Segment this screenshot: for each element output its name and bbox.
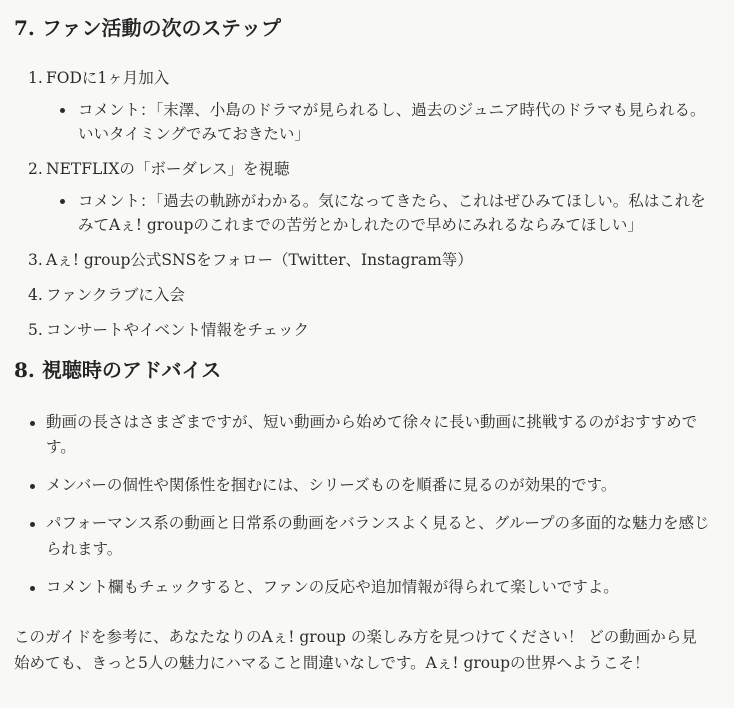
step-text: FODに1ヶ月加入 [46,69,170,87]
bullet-icon [60,108,65,113]
step-item [14,66,712,146]
step-number: 3. [28,251,43,270]
step-comment [46,189,712,237]
step-item [14,283,712,307]
bullet-icon [30,484,35,489]
step-comment-text: コメント：「過去の軌跡がわかる。気になってきたら、これはぜひみてほしい。私はこれをみてAぇ! groupのこれまでの苦労とかしれたので早めにみれるならみてほしい」 [78,192,706,235]
step-comment-list [46,98,712,146]
bullet-icon [60,199,65,204]
closing-paragraph: このガイドを参考に、あなたなりのAぇ! group の楽しみ方を見つけてください！ どの動画から見始めても、きっと5人の魅力にハマること間違いなしです。Aぇ! groupの世界へようこそ！ [14,627,697,673]
step-comment-list [46,189,712,237]
step-text: コンサートやイベント情報をチェック [46,321,310,340]
step-text: Aぇ! group公式SNSをフォロー（Twitter、Instagram等） [46,251,473,270]
advice-item [14,575,712,600]
advice-item [14,473,712,498]
advice-item [14,511,712,561]
step-comment [46,98,712,146]
step-item [14,248,712,272]
advice-list [14,410,712,600]
step-text: NETFLIXの「ボーダレス」を視聴 [46,160,290,179]
step-item [14,318,712,342]
bullet-icon [30,586,35,591]
advice-text: 動画の長さはさまざまですが、短い動画から始めて徐々に長い動画に挑戦するのがおすすめです。 [46,413,698,457]
step-text: ファンクラブに入会 [46,286,185,305]
next-steps-list [14,66,712,342]
advice-item [14,410,712,460]
step-comment-text: コメント：「末澤、小島のドラマが見られるし、過去のジュニア時代のドラマも見られる。いいタイミングでみておきたい」 [78,101,706,144]
advice-text: コメント欄もチェックすると、ファンの反応や追加情報が得られて楽しいですよ。 [46,577,619,596]
bullet-icon [30,421,35,426]
section-7-heading: 7. ファン活動の次のステップ [14,16,282,40]
step-item [14,157,712,237]
section-8-heading: 8. 視聴時のアドバイス [14,358,222,383]
step-number: 1. [28,69,43,87]
advice-text: パフォーマンス系の動画と日常系の動画をバランスよく見ると、グループの多面的な魅力を感じられます。 [46,514,710,558]
step-number: 5. [28,321,43,340]
advice-text: メンバーの個性や関係性を掴むには、シリーズものを順番に見るのが効果的です。 [46,476,617,495]
step-number: 4. [28,286,43,305]
step-number: 2. [28,160,43,179]
bullet-icon [30,522,35,527]
